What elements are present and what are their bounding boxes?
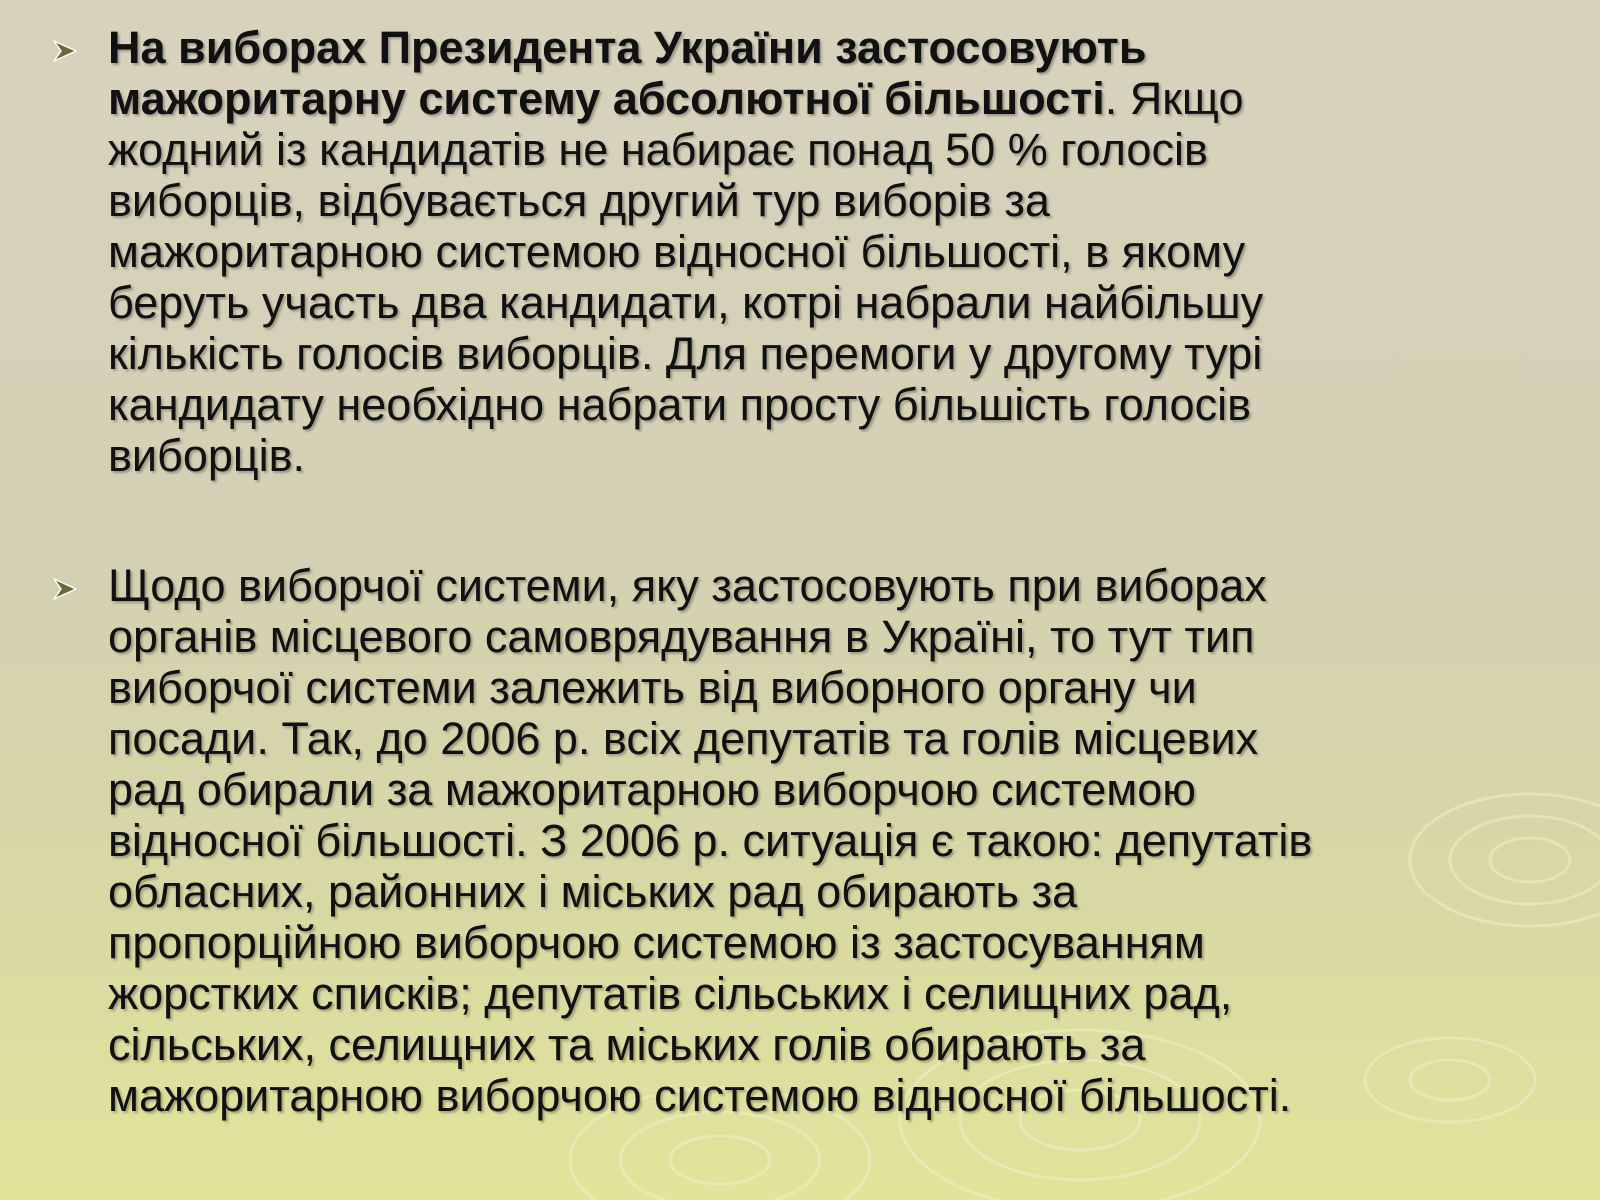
text-line: кандидату необхідно набрати просту більшість голосів bbox=[108, 379, 1251, 430]
text-line: обласних, районних і міських рад обирають за bbox=[108, 866, 1078, 917]
bold-text: мажоритарну систему абсолютної більшості bbox=[108, 73, 1105, 124]
text-line: виборчої системи залежить від виборного органу чи bbox=[108, 662, 1197, 713]
text-line: посади. Так, до 2006 р. всіх депутатів та голів місцевих bbox=[108, 713, 1259, 764]
text-line: виборців, відбувається другий тур виборів за bbox=[108, 175, 1050, 226]
text-line: відносної більшості. З 2006 р. ситуація є такою: депутатів bbox=[108, 815, 1313, 866]
text-line bbox=[108, 22, 1588, 73]
bold-text: На виборах Президента України застосовують bbox=[108, 22, 1147, 73]
text-line: органів місцевого самоврядування в Україні, то тут тип bbox=[108, 611, 1255, 662]
text-line: сільських, селищних та міських голів обирають за bbox=[108, 1019, 1146, 1070]
text-line: виборців. bbox=[108, 430, 306, 481]
bullet-text bbox=[108, 22, 1588, 481]
text-line: рад обирали за мажоритарною виборчою системою bbox=[108, 764, 1196, 815]
text-run: . Якщо bbox=[1104, 73, 1244, 124]
text-line: кількість голосів виборців. Для перемоги у другому турі bbox=[108, 328, 1263, 379]
text-line: Щодо виборчої системи, яку застосовують при виборах bbox=[108, 560, 1267, 611]
text-line: мажоритарною системою відносної більшості, в якому bbox=[108, 226, 1246, 277]
bullet-text bbox=[108, 560, 1588, 1121]
text-line bbox=[108, 73, 1588, 124]
text-line: жорстких списків; депутатів сільських і селищних рад, bbox=[108, 968, 1233, 1019]
arrowhead-bullet-icon bbox=[52, 40, 78, 62]
text-line: мажоритарною виборчою системою відносної більшості. bbox=[108, 1070, 1292, 1121]
text-line: пропорційною виборчою системою із застосуванням bbox=[108, 917, 1205, 968]
arrowhead-bullet-icon bbox=[52, 578, 78, 600]
text-line: беруть участь два кандидати, котрі набрали найбільшу bbox=[108, 277, 1264, 328]
text-line: жодний із кандидатів не набирає понад 50 % голосів bbox=[108, 124, 1208, 175]
